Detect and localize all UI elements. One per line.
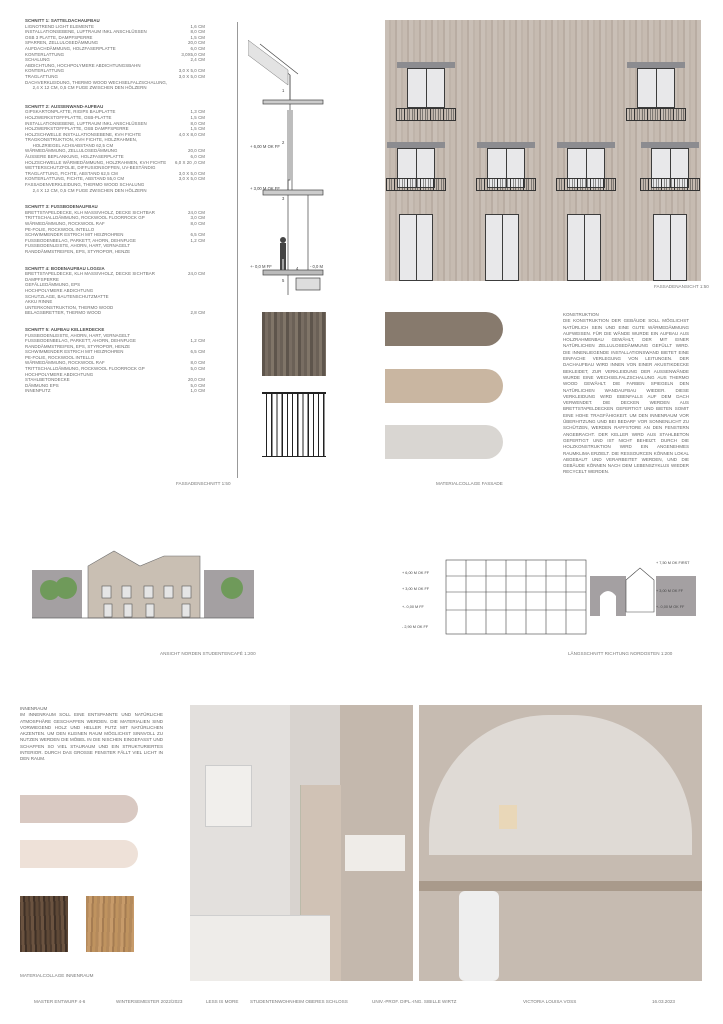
layer-thickness: 4,0 X 8,0 CM — [178, 131, 205, 137]
long-section-level-right-0m: +- 0,00 M OK FF — [656, 605, 685, 609]
layer-material: TRITTSCHALLDÄMMUNG, ROCKWOOL FLOORROCK GP — [25, 366, 145, 372]
interior-text: INNENRAUM IM INNENRAUM SOLL EINE ENTSPANNTE UND NATÜRLICHE ATMOSPHÄRE GESCHAFFEN WERDEN. DIE MATERIALIEN SIND VORWIEGEND HOLZ UND HELLER PUTZ MIT NATÜRLICHEN AKZENTEN. UM DEN KLEINEN RAUM MÖGLICHST SINNVOLL ZU NUTZEN WERDEN DIE MÖBEL IN DIE NISCHEN EINGEFASST UND SCHAFFEN SO VIEL STAURAUM UND EIN STRUKTURIERTES INTERIOR. DURCH DAS GROSSE FENSTER FÄLLT VIEL LICHT IN DEN RAUM. — [20, 706, 163, 762]
layer-thickness: 1,2 CM — [190, 338, 205, 344]
section-number-3: 3 — [282, 196, 285, 201]
layer-thickness: 20,0 CM — [188, 377, 205, 383]
long-section-level-6m: + 6,00 M OK FF — [402, 571, 430, 575]
layer-section-4 — [25, 266, 205, 316]
layer-thickness: 1,3 CM — [190, 109, 205, 115]
layer-material: TRAGLATTUNG, FICHTE, ABSTAND 62,5 CM — [25, 170, 118, 176]
layer-thickness: 8,0 CM — [190, 29, 205, 35]
long-section-level-0m: +- 0,00 M FF — [402, 605, 424, 609]
dark-wood-swatch — [20, 896, 68, 952]
layer-section-title: SCHNITT 5: AUFBAU KELLERDECKE — [25, 326, 105, 332]
layer-thickness: 1,2 CM — [190, 237, 205, 243]
layer-thickness: 24,0 CM — [188, 271, 205, 277]
layer-material: INSTALLATIONSEBENE, LUFTRAUM INKL ANSCHLÜSSEN — [25, 120, 147, 126]
section-caption: FASSADENSCHNITT 1:50 — [176, 481, 231, 486]
layer-material: WÄRMEDÄMMUNG, ROCKWOOL RAF — [25, 360, 105, 366]
layer-row — [25, 85, 205, 91]
layer-material: AUFDACHDÄMMUNG, HOLZFASERPLATTE — [25, 45, 116, 51]
layer-row — [25, 249, 205, 255]
layer-material: RANDDÄMMSTREIFEN, EPS, STYROPOR, HENZE — [25, 343, 131, 349]
layer-thickness: 20,0 CM — [188, 40, 205, 46]
layer-thickness: 3,0X5,0 CM — [181, 51, 205, 57]
long-section-level-3m: + 3,00 M OK FF — [402, 587, 430, 591]
layer-material: DÄMMUNG EPS — [25, 382, 59, 388]
layer-material: FUSSBODENBELAG, PARKETT, AHORN, DEHNFUGE — [25, 338, 136, 344]
section-number-2: 2 — [282, 140, 285, 145]
long-section-level-right-3m: + 3,00 M OK FF — [656, 589, 684, 593]
layer-section-title: SCHNITT 1: SATTELDACHAUFBAU — [25, 18, 100, 23]
facade-material-pill-2 — [385, 369, 503, 403]
layer-material: HOLZRIEGEL ACHSABSTAND 62,5 CM — [25, 142, 114, 148]
long-section-level-first: + 7,50 M OK FIRST — [656, 561, 690, 565]
interior-material-pill-1 — [20, 795, 138, 823]
layer-thickness: 6,5 CM — [190, 349, 205, 355]
layer-thickness: 24,0 CM — [188, 209, 205, 215]
footer-professor: UNIV.-PROF. DIPL.-ING. SIBILLE WIRTZ — [372, 999, 457, 1004]
layer-material: SCHUTZLAGE, BAUTENSCHUTZMATTE — [25, 293, 109, 299]
layer-section-3 — [25, 204, 205, 254]
layer-thickness: 2,4 CM — [190, 57, 205, 63]
layer-thickness: 20,0 CM — [188, 148, 205, 154]
layer-material: KONTERLATTUNG, FICHTE, ABSTAND 55,0 CM — [25, 176, 125, 182]
layer-section-title: SCHNITT 2: AUSSENWAND-AUFBAU — [25, 103, 104, 109]
layer-thickness: 8,0 CM — [190, 360, 205, 366]
north-view-caption: ANSICHT NORDEN STUDENTENCAFÉ 1:200 — [160, 651, 256, 656]
layer-thickness: 6,5 CM — [190, 232, 205, 238]
layer-material: LIGNOTREND LIGHT ELEMENTE — [25, 23, 94, 29]
layer-material: BELAGSBRETTER, THERMO WOOD — [25, 310, 102, 316]
layer-thickness: 6,0 CM — [190, 154, 205, 160]
layer-material: TRAGLATTUNG — [25, 73, 58, 79]
layer-material: SCHALUNG — [25, 57, 50, 63]
layer-thickness: 5,0 CM — [190, 366, 205, 372]
layer-material: ABDICHTUNG, HOCHPOLYMERE ABDICHTUNGSBAHN — [25, 62, 141, 68]
layer-thickness: 6,0 X 20 ,0 CM — [175, 159, 205, 165]
layer-material: SPARREN, ZELLULOSEDÄMMUNG — [25, 40, 99, 46]
footer-motto: LESS IS MORE — [206, 999, 239, 1004]
footer-author: VICTORIA LOUISA VOSS — [523, 999, 577, 1004]
layer-material: HOCHPOLYMERE ABDICHTUNG — [25, 287, 94, 293]
facade-section-drawing — [248, 40, 333, 300]
layer-material: PE-FOLIE, ROCKWOOL INTELLO — [25, 354, 95, 360]
layer-thickness: 5,0 CM — [190, 382, 205, 388]
layer-material: AKKU RINNE — [25, 299, 53, 305]
layer-material: 2,4 X 12 CM, 0,5 CM FUGE ZWISCHEN DEN HÖLZERN — [25, 187, 147, 193]
light-wood-swatch — [86, 896, 134, 952]
layer-material: WÄRMEDÄMMUNG, ROCKWOOL RAF — [25, 221, 105, 226]
layer-thickness: 3,0 X 5,0 CM — [178, 170, 205, 176]
facade-material-pill-3 — [385, 425, 503, 459]
layer-thickness: 1,0 CM — [190, 388, 205, 394]
layer-material: OSB 3 PLATTE, DAMPFSPERRE — [25, 34, 93, 40]
layer-material: BRETTSTAPELDECKE, KLH MASSIVHOLZ, DECKE SICHTBAR — [25, 209, 155, 215]
layer-material: SCHWIMMENDER ESTRICH MIT HEIZROHREN — [25, 232, 124, 238]
layer-material: HOLZSCHWELLE WÄRMEDÄMMUNG, HOLZRAHMEN, KVH FICHTE — [25, 159, 167, 165]
layer-specifications — [25, 18, 205, 405]
long-section-caption: LÄNGSSCHNITT RICHTUNG NORDOSTEN 1:200 — [568, 651, 673, 656]
layer-material: KONTERLATTUNG — [25, 51, 65, 57]
layer-section-5 — [25, 327, 205, 394]
footer-date: 16.03.2023 — [652, 999, 675, 1004]
layer-material: FUSSBODENBELAG, PARKETT, AHORN, DEHNFUGE — [25, 237, 136, 243]
section-number-1: 1 — [282, 88, 285, 93]
layer-row — [25, 388, 205, 394]
layer-material: INSTALLATIONSEBENE, LUFTRAUM INKL ANSCHLÜSSEN — [25, 29, 147, 35]
layer-material: WETTERSCHUTZFOLIE, DIFFUSIONSOFFEN, UV-BESTÄNDIG — [25, 165, 156, 171]
layer-thickness: 8,0 CM — [190, 221, 205, 226]
railing-swatch — [262, 392, 326, 457]
layer-thickness: 3,0 X 5,0 CM — [178, 73, 205, 79]
north-elevation-drawing — [32, 548, 254, 620]
footer-course: MASTER ENTWURF 4-6 — [34, 999, 86, 1004]
interior-render-bedroom — [190, 705, 413, 981]
level-label-0m: - 0,0 M — [310, 264, 324, 269]
layer-row — [25, 310, 205, 316]
level-label-0m-ff: +- 0,0 M FF — [250, 264, 272, 269]
facade-view-caption: FASSADENANSICHT 1:50 — [654, 284, 709, 289]
layer-material: TRAGKONSTRUKTION, KVH FICHTE, HOLZRAHMEN, — [25, 137, 138, 143]
layer-thickness: 1,5 CM — [190, 34, 205, 40]
layer-material: 2,4 X 12 CM, 0,5 CM FUGE ZWISCHEN DEN HÖLZERN — [25, 85, 147, 91]
layer-thickness: 1,5 CM — [190, 114, 205, 120]
long-section-level-minus: - 2,90 M OK FF — [402, 625, 429, 629]
layer-thickness: 3,0 CM — [190, 215, 205, 221]
layer-material: FASSADENVERKLEIDUNG, THERMO WOOD SCHALUNG — [25, 182, 145, 188]
layer-material: BRETTSTAPELDECKE, KLH MASSIVHOLZ, DECKE SICHTBAR — [25, 271, 155, 277]
interior-collage-caption: MATERIALCOLLAGE INNENRAUM — [20, 973, 94, 978]
construction-text: KONSTRUKTION DIE KONSTRUKTION DER GEBÄUDE SOLL MÖGLICHST NATÜRLICH SEIN UND EINE GUTE WÄRMEDÄMMUNG AUFWEISEN. FÜR DIE WÄNDE WURDE EIN AUFBAU AUS HOLZRAHMENBAU GEWÄHLT, DER MIT EINER NATÜRLICHEN ZELLULOSEDÄMMUNG GEFÜLLT WIRD. DIE INNENLIEGENDE INSTALLATIONSWAND BIETET EINE EINFACHE VERLEGUNG VON LEITUNGEN. DER DACHAUFBAU WIRD INNEN VON EINER AKUSTIKDECKE BEKLEIDET, ZUR VERKLEIDUNG DER AUSSENWÄNDE WURDE EINE WECHSELFALZSCHALUNG AUS THERMO WOOD GEWÄHLT. DIE FARBEN SPIEGELN DEN NATÜRLICHEN WANDAUFBAU WIEDER. DIESE VERKLEIDUNG WIRD EBENFALLS AUF DEM DACH VERWENDET. DIE DECKEN WERDEN AUS BRETTSTAPELDECKEN GEFERTIGT UND BIETEN SOMIT EINE HOHE TRAGFÄHIGKEIT. UM DEN INNENRAUM VOR ÜBERHITZUNG UND BEI BEDARF VOR SONNENLICHT ZU SCHÜTZEN, WERDEN RAFFSTORE AN DEN FENSTERN ANGEBRACHT. DER KELLER WIRD AUS STAHLBETON GEFERTIGT UND IST NICHT BEHEIZT. DURCH DIE HOLZKONSTRUKTION WIRD EIN ANGENEHMES RAUMKLIMA ERZIELT. DIE RESSOURCEN KÖNNEN LOKAL ABGEBAUT UND VERARBEITET WERDEN, UND DIE GEBÄUDE KÖNNEN NACH DEM LEBENSZYKLUS WIEDER RECYCELT WERDEN. — [563, 312, 689, 475]
layer-material: GIPSKARTONPLATTE, RIGIPS BAUPLATTE — [25, 109, 116, 115]
layer-material: RANDDÄMMSTREIFEN, EPS, STYROPOR, HENZE — [25, 248, 131, 254]
layer-section-1 — [25, 18, 205, 91]
layer-material: PE-FOLIE, ROCKWOOL INTELLO — [25, 226, 95, 232]
layer-material: SCHWIMMENDER ESTRICH MIT HEIZROHREN — [25, 349, 124, 355]
layer-material: ÄUSSERE BEPLANKUNG, HOLZFASERPLATTE — [25, 154, 124, 160]
layer-thickness: 2,8 CM — [190, 310, 205, 316]
footer-project: STUDENTENWOHNHEIM OBERES SCHLOSS — [250, 999, 348, 1004]
layer-material: GEFÄLLEDÄMMUNG, EPS — [25, 282, 81, 288]
layer-material: UNTERKONSTRUKTION, THERMO WOOD — [25, 304, 114, 310]
level-label-3m: + 3,00 M OK FF — [250, 186, 280, 191]
layer-material: HOLZWERKSTOFFPLATTE, OSB DAMPFSPERRE — [25, 126, 129, 132]
layer-thickness: 1,6 CM — [190, 23, 205, 29]
layer-material: STAHLBETONDECKE — [25, 377, 70, 383]
layer-section-2 — [25, 104, 205, 194]
layer-thickness: 8,0 CM — [190, 120, 205, 126]
footer-semester: WINTERSEMESTER 2022/2023 — [116, 999, 183, 1004]
facade-material-pill-1 — [385, 312, 503, 346]
collage-facade-caption: MATERIALCOLLAGE FASSADE — [436, 481, 503, 486]
layer-material: INNENPUTZ — [25, 388, 51, 394]
section-divider — [237, 22, 238, 478]
layer-material: FUSSBODENLEISTE, AHORN, HART, VERNAGELT — [25, 332, 130, 338]
facade-elevation — [385, 20, 701, 281]
layer-material: DAMPFSPERRE — [25, 276, 59, 282]
interior-material-pill-2 — [20, 840, 138, 868]
layer-thickness: 1,5 CM — [190, 126, 205, 132]
level-label-6m: + 6,00 M OK FF — [250, 144, 280, 149]
long-section-drawing — [400, 556, 700, 638]
layer-thickness: 3,0 X 5,0 CM — [178, 68, 205, 74]
layer-thickness: 6,0 CM — [190, 45, 205, 51]
layer-material: HOLZSCHWELLE INSTALLATIONSEBENE, KVH FICHTE — [25, 131, 142, 137]
layer-section-title: SCHNITT 3: FUSSBODENAUFBAU — [25, 204, 98, 210]
section-number-5: 5 — [282, 278, 285, 283]
layer-section-title: SCHNITT 4: BODENAUFBAU LOGGIA — [25, 265, 105, 271]
wood-swatch-facade — [262, 312, 326, 376]
layer-material: WÄRMEDÄMMUNG, ZELLULOSEDÄMMUNG — [25, 148, 118, 154]
layer-material: KONTERLATTUNG — [25, 68, 65, 74]
layer-material: HOLZWERKSTOFFPLATTE, OSB-PLATTE — [25, 114, 112, 120]
layer-material: FUSSBODENLEISTE, AHORN, HART, VERNAGELT — [25, 243, 130, 249]
interior-render-desk — [419, 705, 702, 981]
section-number-4: 4 — [296, 266, 299, 271]
layer-material: DACHVERKLEIDUNG, THERMO WOOD WECHSELFALZSCHALUNG, — [25, 79, 168, 85]
layer-material: TRITTSCHALLDÄMMUNG, ROCKWOOL FLOORROCK GP — [25, 215, 145, 221]
layer-material: HOCHPOLYMERE ABDICHTUNG — [25, 371, 94, 377]
layer-thickness: 3,0 X 5,0 CM — [178, 176, 205, 182]
layer-row — [25, 188, 205, 194]
